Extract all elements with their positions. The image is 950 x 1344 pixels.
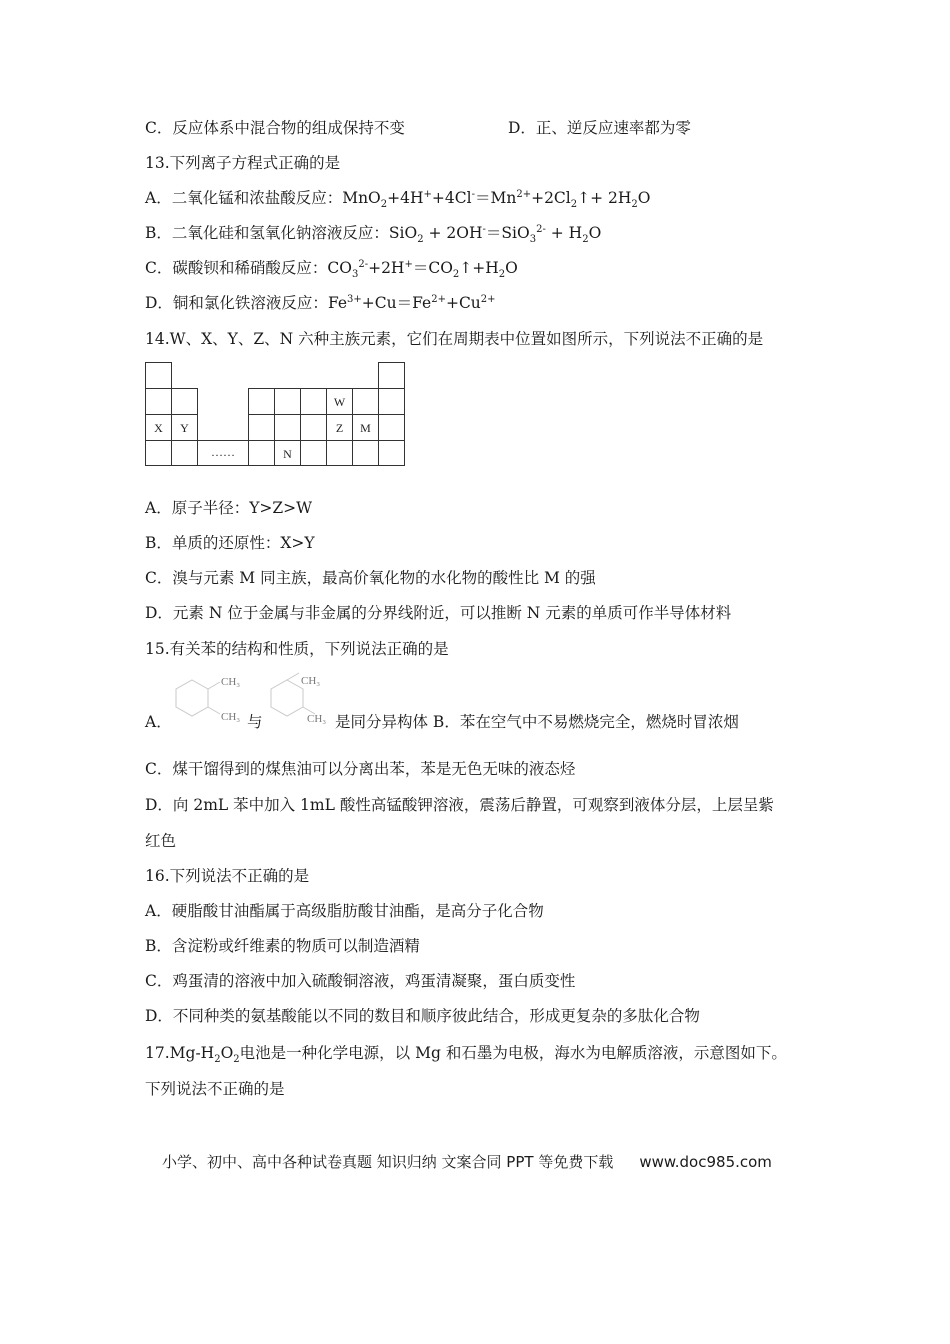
q13-option-d: D．铜和氯化铁溶液反应：$Fe^{3+}+Cu=Fe^{2+}+Cu^{2+}$: [145, 293, 496, 312]
methyl-label-1b: CH₃: [221, 711, 241, 723]
element-y-label: Y: [180, 421, 189, 435]
q15-option-a-label: A．: [145, 713, 172, 731]
q17-stem-rest: 电池是一种化学电源，以 Mg 和石墨为电极，海水为电解质溶液，示意图如下。: [239, 1044, 787, 1062]
o-xylene-structure-2: [265, 670, 337, 726]
q16-stem: 16.下列说法不正确的是: [145, 867, 310, 885]
q16-option-a: A．硬脂酸甘油酯属于高级脂肪酸甘油酯，是高分子化合物: [145, 902, 544, 920]
methyl-label-1a: CH₃: [221, 676, 241, 688]
periodic-table-figure: [145, 362, 405, 466]
q13-option-b: B．二氧化硅和氢氧化钠溶液反应：$SiO_2 + 2OH^-=SiO_3^{2-} + H_2O$: [145, 223, 602, 246]
q14-option-a: A．原子半径：Y>Z>W: [145, 499, 313, 517]
q14-stem: 14.W、X、Y、Z、N 六种主族元素，它们在周期表中位置如图所示，下列说法不正确的是: [145, 330, 764, 348]
q14-option-d: D．元素 N 位于金属与非金属的分界线附近，可以推断 N 元素的单质可作半导体材料: [145, 604, 732, 622]
o-xylene-structure-1: [168, 670, 248, 726]
element-x-label: X: [154, 421, 163, 435]
element-n-label: N: [283, 447, 292, 461]
footer-url[interactable]: www.doc985.com: [639, 1153, 772, 1171]
element-z-label: Z: [335, 421, 344, 435]
ellipsis-label: ……: [211, 445, 235, 459]
methyl-label-2b: CH₃: [307, 713, 327, 725]
q15-option-d-cont: 红色: [145, 832, 177, 850]
q16-option-c: C．鸡蛋清的溶液中加入硫酸铜溶液，鸡蛋清凝聚，蛋白质变性: [145, 972, 576, 990]
q13-option-a-prefix: A．二氧化锰和浓盐酸反应：: [145, 189, 343, 207]
q14-option-c: C．溴与元素 M 同主族，最高价氧化物的水化物的酸性比 M 的强: [145, 569, 596, 587]
q12-option-d: D．正、逆反应速率都为零: [508, 119, 691, 137]
footer-text: 小学、初中、高中各种试卷真题 知识归纳 文案合同 PPT 等免费下载: [162, 1153, 614, 1171]
q16-option-d: D．不同种类的氨基酸能以不同的数目和顺序彼此结合，形成更复杂的多肽化合物: [145, 1007, 700, 1025]
q15-option-d: D．向 2mL 苯中加入 1mL 酸性高锰酸钾溶液，震荡后静置，可观察到液体分层，上层呈紫: [145, 796, 774, 814]
q16-option-b: B．含淀粉或纤维素的物质可以制造酒精: [145, 937, 420, 955]
q12-option-c: C．反应体系中混合物的组成保持不变: [145, 119, 405, 137]
element-m-label: M: [360, 421, 371, 435]
q13-stem: 13.下列离子方程式正确的是: [145, 154, 341, 172]
q17-stem: $17.Mg-H_2O_2$电池是一种化学电源，以 Mg 和石墨为电极，海水为电解质溶液，示意图如下。: [145, 1044, 787, 1066]
q15-option-a-middle: 与: [247, 713, 263, 731]
q13-option-c: C．碳酸钡和稀硝酸反应：$CO_3^{2-}+2H^+=CO_2↑+H_2O$: [145, 258, 518, 281]
element-w-label: W: [333, 395, 346, 409]
q13-option-c-prefix: C．碳酸钡和稀硝酸反应：: [145, 259, 328, 277]
q13-option-d-prefix: D．铜和氯化铁溶液反应：: [145, 294, 328, 312]
methyl-label-2a: CH₃: [301, 675, 321, 687]
q15-stem: 15.有关苯的结构和性质，下列说法正确的是: [145, 640, 449, 658]
q17-stem-line2: 下列说法不正确的是: [145, 1080, 285, 1098]
q13-option-a: A．二氧化锰和浓盐酸反应：$MnO_2+4H^++4Cl^-=Mn^{2+}+2Cl_2↑+ 2H_2O$: [145, 188, 651, 211]
q14-option-b: B．单质的还原性：X>Y: [145, 534, 315, 552]
q15-option-c: C．煤干馏得到的煤焦油可以分离出苯，苯是无色无味的液态烃: [145, 760, 576, 778]
page-footer: [162, 1152, 772, 1172]
q13-option-b-prefix: B．二氧化硅和氢氧化钠溶液反应：: [145, 224, 389, 242]
q15-option-a-rest: 是同分异构体 B．苯在空气中不易燃烧完全，燃烧时冒浓烟: [335, 713, 739, 731]
